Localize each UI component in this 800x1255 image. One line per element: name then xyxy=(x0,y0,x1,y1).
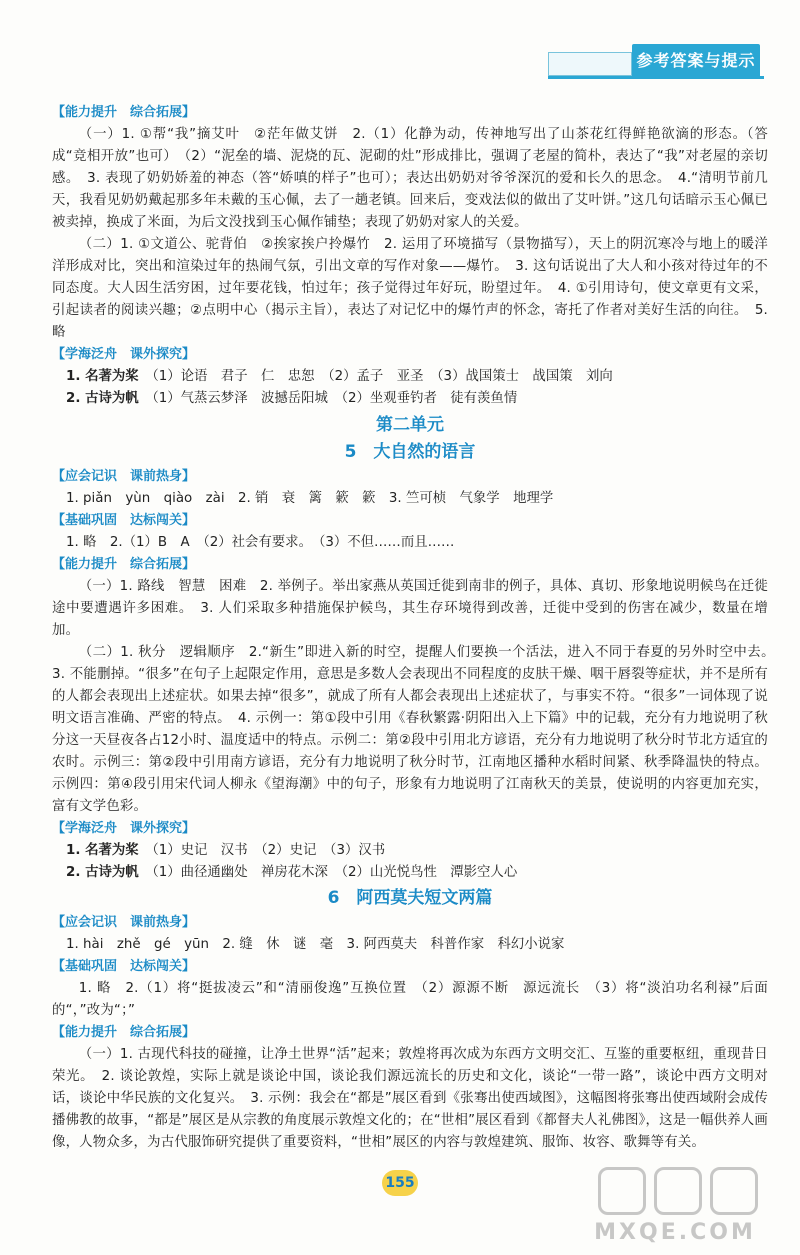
answer-line-label: 2. 古诗为帆 xyxy=(66,865,139,880)
answer-line-text: 1. hài zhě gé yūn 2. 缝 休 谜 毫 3. 阿西莫夫 科普作家 科幻小说家 xyxy=(66,937,565,952)
answer-line-label: 2. 古诗为帆 xyxy=(66,391,139,406)
answer-content xyxy=(52,102,782,1154)
lesson-title: 5 大自然的语言 xyxy=(344,442,476,462)
page-header xyxy=(548,40,764,86)
answer-line xyxy=(52,532,768,554)
answer-line xyxy=(52,366,768,388)
answer-line xyxy=(52,488,768,510)
section-heading: 【基础巩固 达标闯关】 xyxy=(52,959,196,974)
answer-paragraph: （二）1. 秋分 逻辑顺序 2.“新生”即进入新的时空，提醒人们要换一个活法，进入不同于春夏的另外时空中去。 3. 不能删掉。“很多”在句子上起限定作用，意思是多数人会表现出不同程度的皮肤干燥、咽干唇裂等症状，并不是所有的人都会表现出上述症状。如果去掉“很多”，就成了所有人都会表现出上述症状了，与事实不符。“很多”一词体现了说明文语言准确、严密的特点。 4. 示例一：第①段中引用《春秋繁露·阴阳出入上下篇》中的记载，充分有力地说明了秋分这一天昼夜各占12小时、温度适中的特点。示例二：第②段中引用北方谚语，充分有力地说明了秋分时节北方适宜的农时。示例三：第②段中引用南方谚语，充分有力地说明了秋分时节，江南地区播种水稻时间紧、秋季降温快的特点。示例四：第④段引用宋代词人柳永《望海潮》中的句子，形象有力地说明了江南秋天的美景，使说明的内容更加充实，富有文学色彩。 xyxy=(52,645,782,814)
answer-line-text: （1）曲径通幽处 禅房花木深 （2）山光悦鸟性 潭影空人心 xyxy=(152,865,518,880)
answer-line xyxy=(52,388,768,410)
watermark-text: MXQE.COM xyxy=(594,1220,756,1245)
answer-paragraph: （二）1. ①文道公、驼背伯 ②挨家挨户拎爆竹 2. 运用了环境描写（景物描写），天上的阴沉寒冷与地上的暖洋洋形成对比，突出和渲染过年的热闹气氛，引出文章的写作对象——爆竹。 3. 这句话说出了大人和小孩对待过年的不同态度。大人因生活穷困，过年要花钱，怕过年；孩子觉得过年好玩，盼望过年。 4. ①引用诗句，使文章更有文采，引起读者的阅读兴趣；②点明中心（揭示主旨），表达了对记忆中的爆竹声的怀念，寄托了作者对美好生活的向往。 5. 略 xyxy=(52,237,768,340)
section-heading: 【基础巩固 达标闯关】 xyxy=(52,513,196,528)
answer-paragraph: 1. 略 2.（1）将“挺拔凌云”和“清丽俊逸”互换位置 （2）源源不断 源远流长 （3）将“淡泊功名利禄”后面的“，”改为“；” xyxy=(52,981,768,1018)
header-title: 参考答案与提示 xyxy=(632,44,760,78)
section-heading: 【应会记识 课前热身】 xyxy=(52,469,196,484)
lesson-title: 6 阿西莫夫短文两篇 xyxy=(327,888,493,908)
header-tab-decoration xyxy=(548,52,632,76)
watermark-box-icon xyxy=(710,1167,758,1215)
answer-line-text: 1. 略 2.（1）B A （2）社会有要求。 （3）不但……而且…… xyxy=(66,535,455,550)
watermark-box-icon xyxy=(654,1167,702,1215)
watermark-logo xyxy=(580,1167,770,1245)
unit-title: 第二单元 xyxy=(376,415,444,435)
page-number: 155 xyxy=(382,1170,418,1196)
answer-line xyxy=(52,862,768,884)
answer-line-text: 1. piǎn yùn qiào zài 2. 销 衰 篱 簌 簌 3. 竺可桢 气象学 地理学 xyxy=(66,491,554,506)
answer-line-text: （1）论语 君子 仁 忠恕 （2）孟子 亚圣 （3）战国策士 战国策 刘向 xyxy=(152,369,613,384)
answer-line-label: 1. 名著为桨 xyxy=(66,843,139,858)
answer-line xyxy=(52,934,768,956)
header-rule xyxy=(548,76,764,79)
answer-paragraph: （一）1. 路线 智慧 困难 2. 举例子。举出家燕从英国迁徙到南非的例子，具体、真切、形象地说明候鸟在迁徙途中要遭遇许多困难。 3. 人们采取多种措施保护候鸟，其生存环境得到改善，迁徙中受到的伤害在减少，数量在增加。 xyxy=(52,579,768,638)
section-heading: 【学海泛舟 课外探究】 xyxy=(52,347,196,362)
answer-paragraph: （一）1. ①帮“我”摘艾叶 ②茫年做艾饼 2.（1）化静为动，传神地写出了山茶花红得鲜艳欲滴的形态。（答成“竞相开放”也可） （2）“泥垒的墙、泥烧的瓦、泥砌的灶”形成排比，强调了老屋的简朴，表达了“我”对老屋的亲切感。 3. 表现了奶奶娇羞的神态（答“娇嗔的样子”也可）；表达出奶奶对爷爷深沉的爱和长久的思念。 4.“清明节前几天，我看见奶奶戴起那多年未戴的玉心佩，去了一趟老镇。回来后，变戏法似的做出了艾叶饼。”这几句话暗示玉心佩已被卖掉，换成了米面，为后文没找到玉心佩作铺垫；表现了奶奶对家人的关爱。 xyxy=(52,127,768,230)
section-heading: 【能力提升 综合拓展】 xyxy=(52,1025,196,1040)
answer-line-text: （1）气蒸云梦泽 波撼岳阳城 （2）坐观垂钓者 徒有羡鱼情 xyxy=(152,391,518,406)
answer-line xyxy=(52,840,768,862)
answer-line-label: 1. 名著为桨 xyxy=(66,369,139,384)
section-heading: 【能力提升 综合拓展】 xyxy=(52,557,196,572)
answer-line-text: （1）史记 汉书 （2）史记 （3）汉书 xyxy=(152,843,386,858)
watermark-box-icon xyxy=(598,1167,646,1215)
section-heading: 【能力提升 综合拓展】 xyxy=(52,105,196,120)
section-heading: 【应会记识 课前热身】 xyxy=(52,915,196,930)
answer-paragraph: （一）1. 古现代科技的碰撞，让净土世界“活”起来；敦煌将再次成为东西方文明交汇、互鉴的重要枢纽，重现昔日荣光。 2. 谈论敦煌，实际上就是谈论中国，谈论我们源远流长的历史和文化，谈论“一带一路”，谈论中西方文明对话，谈论中华民族的文化复兴。 3. 示例：我会在“都是”展区看到《张骞出使西域图》，这幅图将张骞出使西域附会成传播佛教的故事，“都是”展区是从宗教的角度展示敦煌文化的；在“世相”展区看到《都督夫人礼佛图》，这是一幅供养人画像，人物众多，为古代服饰研究提供了重要资料，“世相”展区的内容与敦煌建筑、服饰、妆容、歌舞等有关。 xyxy=(52,1047,768,1150)
section-heading: 【学海泛舟 课外探究】 xyxy=(52,821,196,836)
